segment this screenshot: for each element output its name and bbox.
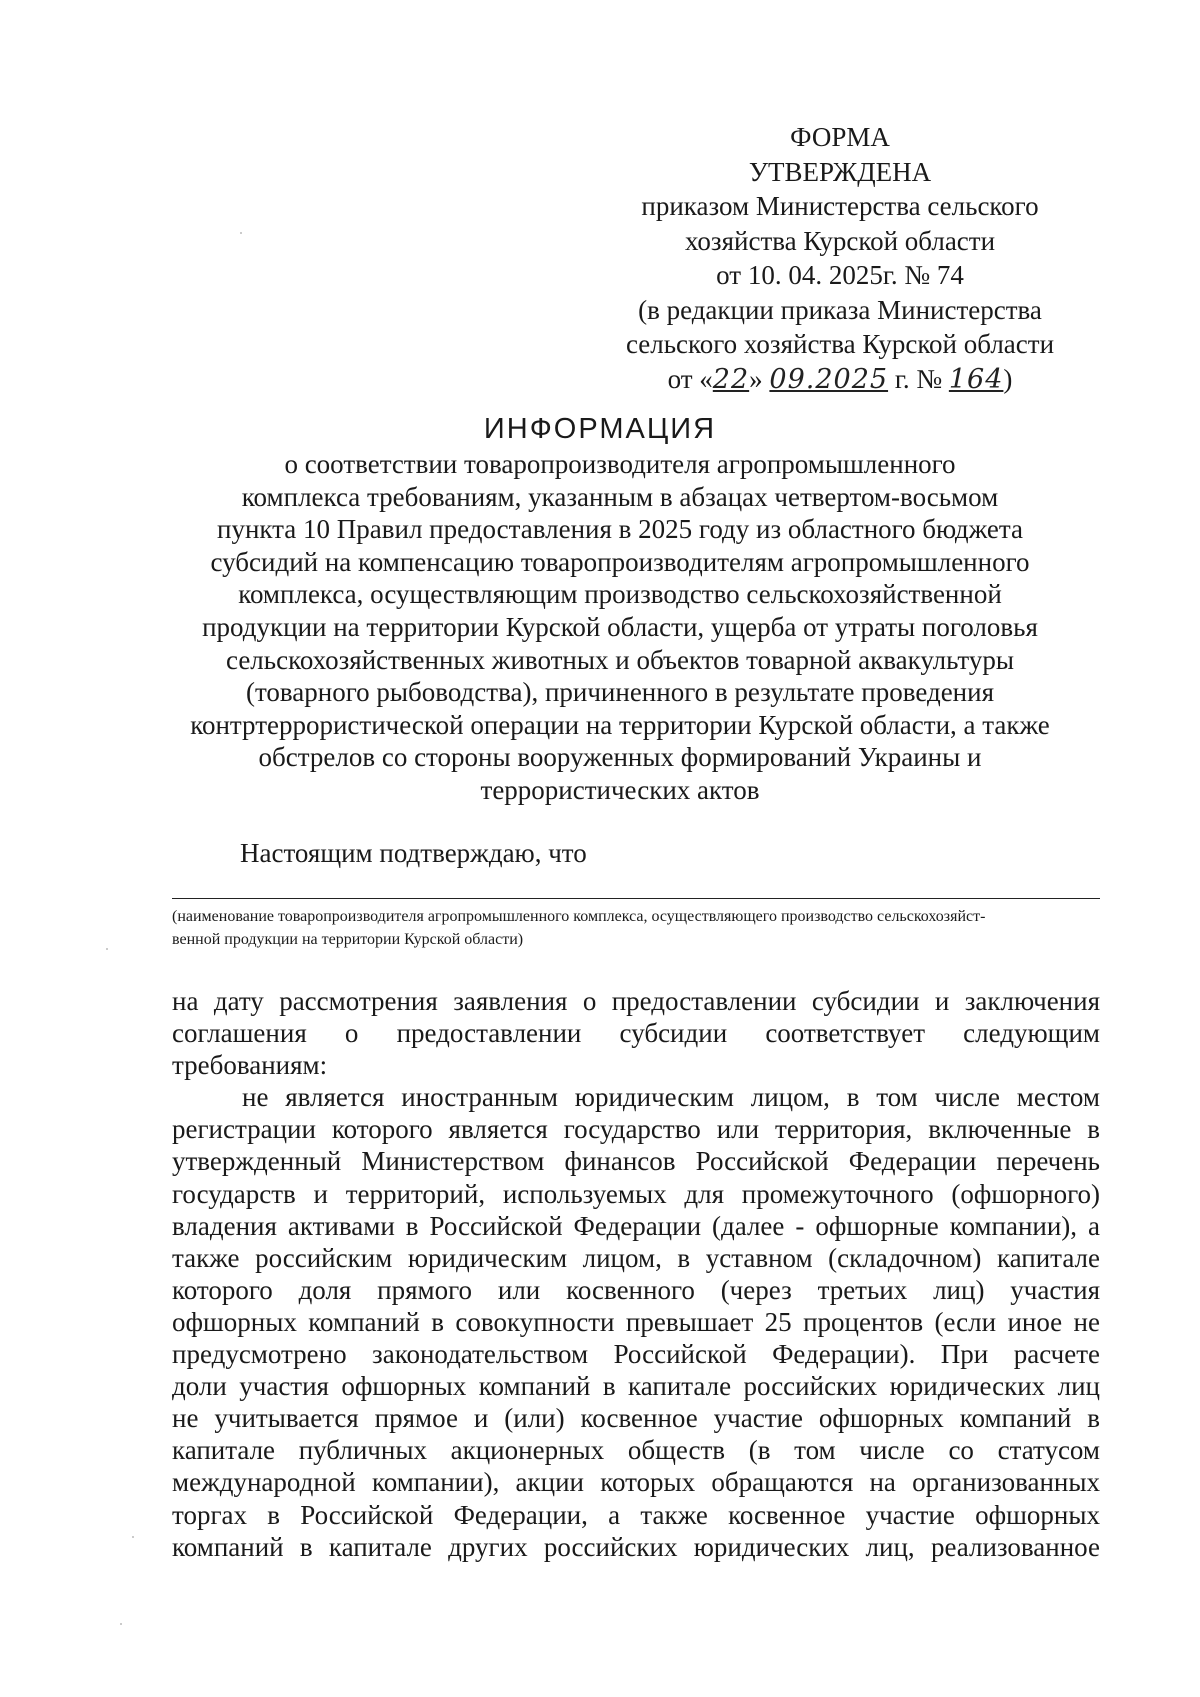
body-line <box>172 1402 1100 1434</box>
body-line-text: также российским юридическим лицом, в уставном (складочном) капитале <box>172 1242 1100 1273</box>
body-line-text: доли участия офшорных компаний в капитале российских юридических лиц <box>172 1371 1100 1402</box>
subtitle-line: комплекса, осуществляющим производство сельскохозяйственной <box>238 579 1002 610</box>
body-line-text: соглашения о предоставлении субсидии соответствует следующим <box>172 1018 1100 1049</box>
subtitle-line: (товарного рыбоводства), причиненного в результате проведения <box>245 677 994 708</box>
body-line-text: которого доля прямого или косвенного (через третьих лиц) участия <box>172 1274 1100 1305</box>
body-line <box>172 1145 1100 1177</box>
body-line <box>172 1338 1100 1370</box>
caption-line: венной продукции на территории Курской области) <box>172 931 524 948</box>
scan-speck <box>132 1536 134 1538</box>
approval-stamp <box>600 120 1080 397</box>
body-text <box>172 985 1100 1563</box>
subtitle-line: комплекса требованиям, указанным в абзацах четвертом-восьмом <box>241 481 999 512</box>
body-line-text: офшорных компаний в совокупности превышает 25 процентов (если иное не <box>172 1306 1100 1337</box>
subtitle-line: пункта 10 Правил предоставления в 2025 году из областного бюджета <box>217 514 1023 545</box>
body-line <box>172 1242 1100 1274</box>
subtitle-line: контртеррористической операции на территории Курской области, а также <box>190 709 1050 740</box>
body-line <box>172 1531 1100 1563</box>
subtitle-line: о соответствии товаропроизводителя агропромышленного <box>284 449 956 479</box>
body-line <box>172 985 1100 1017</box>
subtitle-line: обстрелов со стороны вооруженных формирований Украины и <box>258 742 982 773</box>
subtitle-line: сельскохозяйственных животных и объектов товарной аквакультуры <box>226 644 1014 675</box>
caption-line: (наименование товаропроизводителя агропромышленного комплекса, осуществляющего производство сельскохозяйст- <box>172 908 986 925</box>
subtitle-line: продукции на территории Курской области, ущерба от утраты поголовья <box>202 611 1038 642</box>
scan-speck <box>120 1623 122 1625</box>
body-line <box>172 1306 1100 1338</box>
body-line-text: требованиям: <box>172 1050 328 1081</box>
document-subtitle <box>170 448 1070 807</box>
approval-line: хозяйства Курской области <box>684 225 996 256</box>
confirmation-text: Настоящим подтверждаю, что <box>240 838 587 868</box>
handwritten-day: 22 <box>712 363 750 395</box>
body-line-text: капитале публичных акционерных обществ (в том числе со статусом <box>172 1435 1100 1466</box>
body-line <box>172 1274 1100 1306</box>
body-line <box>172 1113 1100 1145</box>
body-line <box>172 1081 1100 1113</box>
approval-line: (в редакции приказа Министерства <box>638 294 1042 325</box>
body-line-text: на дату рассмотрения заявления о предоставлении субсидии и заключения <box>172 986 1100 1016</box>
body-line <box>172 1210 1100 1242</box>
body-line <box>172 1466 1100 1498</box>
date-closing: ) <box>1003 363 1013 394</box>
date-middle: » <box>749 363 770 394</box>
body-line <box>172 1434 1100 1466</box>
body-line-text: государств и территорий, используемых для промежуточного (офшорного) <box>172 1178 1100 1209</box>
body-line-text: международной компании), акции которых обращаются на организованных <box>172 1467 1100 1498</box>
body-line <box>172 1370 1100 1402</box>
body-line <box>172 1178 1100 1210</box>
approval-line: ФОРМА <box>790 122 890 152</box>
handwritten-order-number: 164 <box>948 363 1004 395</box>
fill-in-line <box>172 898 1100 899</box>
body-line <box>172 1499 1100 1531</box>
body-line-text: не учитывается прямое и (или) косвенное участие офшорных компаний в <box>172 1403 1100 1434</box>
date-prefix: от « <box>667 363 713 394</box>
body-line-text: утвержденный Министерством финансов Российской Федерации перечень <box>172 1146 1100 1177</box>
approval-line: приказом Министерства сельского <box>641 191 1039 221</box>
approval-line: от 10. 04. 2025г. № 74 <box>716 260 964 290</box>
document-heading: ИНФОРМАЦИЯ <box>483 413 717 445</box>
body-line <box>172 1017 1100 1049</box>
scan-speck <box>106 948 108 950</box>
handwritten-month-year: 09.2025 <box>769 363 889 395</box>
fill-in-caption <box>172 905 1100 951</box>
approval-date-line <box>600 362 1080 398</box>
body-line-text: компаний в капитале других российских юридических лиц, реализованное <box>172 1531 1100 1562</box>
subtitle-line: субсидий на компенсацию товаропроизводителям агропромышленного <box>210 546 1030 577</box>
body-line-text: предусмотрено законодательством Российской Федерации). При расчете <box>172 1339 1100 1370</box>
approval-line: сельского хозяйства Курской области <box>625 329 1055 359</box>
body-line-text: не является иностранным юридическим лицом, в том числе местом <box>242 1082 1100 1113</box>
scan-speck <box>240 232 242 234</box>
subtitle-line: террористических актов <box>480 774 760 805</box>
date-suffix: г. № <box>888 363 949 394</box>
body-line-text: владения активами в Российской Федерации (далее - офшорные компании), а <box>172 1210 1100 1241</box>
body-line-text: регистрации которого является государство или территория, включенные в <box>172 1114 1100 1145</box>
body-line <box>172 1049 1100 1081</box>
approval-line: УТВЕРЖДЕНА <box>748 156 932 187</box>
body-line-text: торгах в Российской Федерации, а также косвенное участие офшорных <box>172 1499 1100 1530</box>
